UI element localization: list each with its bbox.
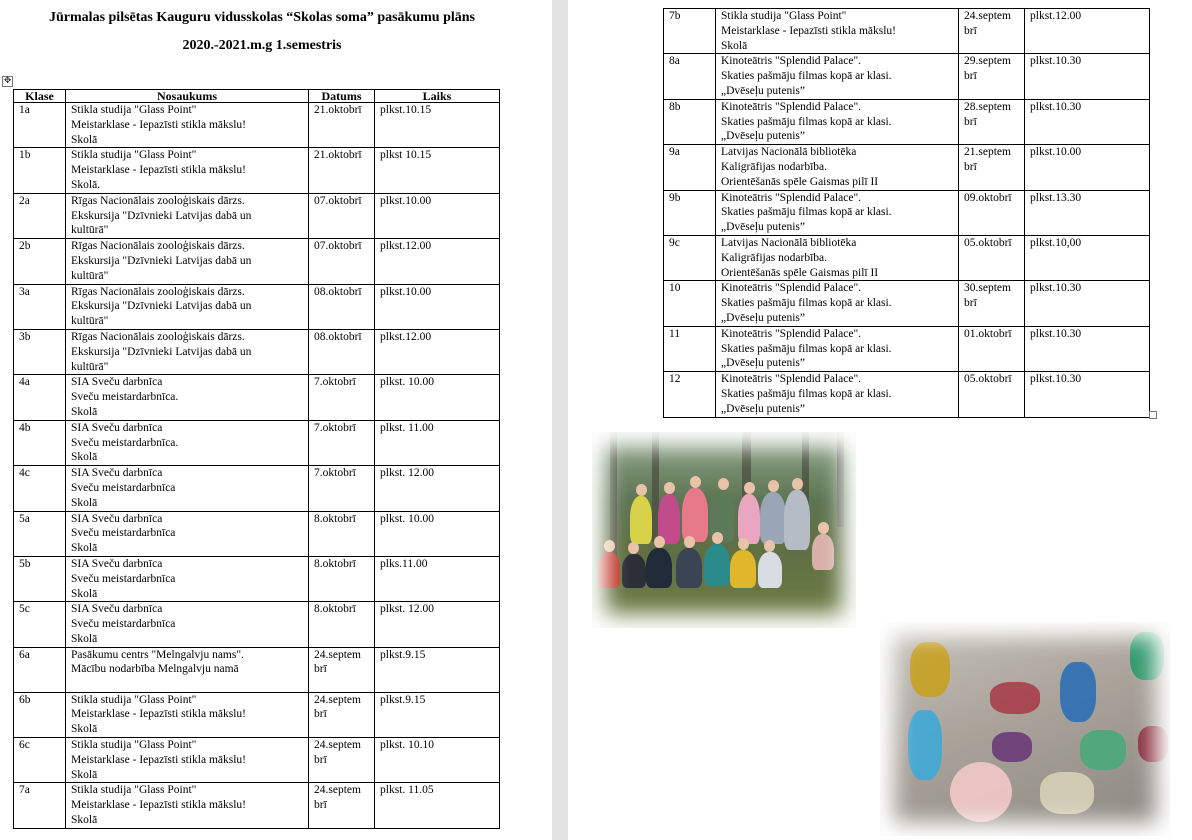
- cell-nosaukums[interactable]: [66, 647, 309, 692]
- cell-klase[interactable]: [14, 783, 66, 828]
- cell-klase[interactable]: [14, 329, 66, 374]
- cell-laiks-line: plkst.10.30: [1030, 327, 1082, 340]
- cell-nosaukums[interactable]: [66, 602, 309, 647]
- cell-laiks[interactable]: [1025, 9, 1150, 54]
- cell-klase[interactable]: [664, 54, 716, 99]
- cell-nosaukums-line: Kaligrāfijas nodarbība.: [721, 251, 828, 264]
- cell-datums-line: brī: [314, 753, 327, 766]
- cell-datums-line: 24.septem: [314, 739, 361, 752]
- cell-datums[interactable]: [309, 466, 375, 511]
- cell-klase[interactable]: [14, 466, 66, 511]
- cell-datums[interactable]: [309, 375, 375, 420]
- cell-nosaukums-line: Ekskursija "Dzīvnieki Latvijas dabā un: [71, 345, 252, 358]
- cell-klase-line: 3a: [19, 285, 30, 298]
- cell-laiks-line: plkst.10.15: [380, 104, 432, 116]
- cell-datums[interactable]: [309, 103, 375, 148]
- move-arrows-icon[interactable]: ✥: [3, 76, 12, 86]
- cell-nosaukums-line: Skolā: [71, 814, 98, 827]
- cell-klase[interactable]: [14, 148, 66, 193]
- cell-nosaukums-line: kultūrā": [71, 315, 109, 328]
- cell-nosaukums-line: Rīgas Nacionālais zooloģiskais dārzs.: [71, 285, 245, 298]
- cell-nosaukums-line: Ekskursija "Dzīvnieki Latvijas dabā un: [71, 300, 252, 313]
- table-row: [14, 738, 500, 783]
- cell-laiks[interactable]: [375, 193, 500, 238]
- cell-klase-line: 4c: [19, 467, 30, 480]
- cell-laiks-line: plkst. 10.00: [380, 376, 434, 389]
- cell-nosaukums-line: Stikla studija "Glass Point": [71, 693, 197, 706]
- cell-nosaukums-line: Rīgas Nacionālais zooloģiskais dārzs.: [71, 330, 245, 343]
- cell-klase-line: 4b: [19, 421, 31, 434]
- cell-laiks[interactable]: [375, 692, 500, 737]
- cell-laiks[interactable]: [1025, 190, 1150, 235]
- cell-datums-line: 01.oktobrī: [964, 327, 1012, 340]
- cell-nosaukums-line: Kinoteātris "Splendid Palace".: [721, 100, 862, 113]
- cell-datums-line: 21.oktobrī: [314, 104, 362, 116]
- cell-nosaukums-line: Skaties pašmāju filmas kopā ar klasi.: [721, 342, 892, 355]
- cell-nosaukums-line: kultūrā": [71, 360, 109, 373]
- cell-datums[interactable]: [309, 148, 375, 193]
- cell-datums-line: 7.oktobrī: [314, 467, 356, 480]
- cell-datums-line: 30.septem: [964, 282, 1011, 295]
- cell-klase[interactable]: [14, 420, 66, 465]
- cell-laiks[interactable]: [375, 511, 500, 556]
- cell-nosaukums-line: Meistarklase - Iepazīsti stikla mākslu!: [71, 753, 247, 766]
- events-table-right: [663, 8, 1150, 418]
- cell-datums-line: 28.septem: [964, 100, 1011, 113]
- header-klase: Klase: [14, 90, 66, 103]
- cell-nosaukums-line: Kaligrāfijas nodarbība.: [721, 160, 828, 173]
- cell-nosaukums[interactable]: [66, 738, 309, 783]
- cell-datums[interactable]: [309, 692, 375, 737]
- header-laiks: Laiks: [375, 90, 500, 103]
- cell-nosaukums-line: „Dvēseļu putenis”: [721, 221, 805, 234]
- cell-datums[interactable]: [959, 9, 1025, 54]
- table-row: [14, 556, 500, 601]
- cell-klase[interactable]: [14, 738, 66, 783]
- cell-datums[interactable]: [959, 54, 1025, 99]
- cell-datums-line: 29.septem: [964, 55, 1011, 68]
- table-row: [14, 193, 500, 238]
- class-group-photo: [592, 432, 856, 628]
- cell-laiks[interactable]: [375, 148, 500, 193]
- cell-laiks[interactable]: [375, 284, 500, 329]
- table-row: [664, 281, 1150, 326]
- header-datums: Datums: [309, 90, 375, 103]
- table-row: [664, 54, 1150, 99]
- cell-nosaukums[interactable]: [66, 239, 309, 284]
- cell-nosaukums-line: Meistarklase - Iepazīsti stikla mākslu!: [71, 164, 247, 177]
- cell-nosaukums-line: Meistarklase - Iepazīsti stikla mākslu!: [721, 24, 897, 37]
- cell-datums[interactable]: [309, 420, 375, 465]
- cell-datums-line: 8.oktobrī: [314, 512, 356, 525]
- cell-klase-line: 6c: [19, 739, 30, 752]
- cell-nosaukums-line: kultūrā": [71, 269, 109, 282]
- cell-nosaukums-line: „Dvēseļu putenis”: [721, 402, 805, 415]
- cell-nosaukums-line: Kinoteātris "Splendid Palace".: [721, 327, 862, 340]
- cell-klase[interactable]: [664, 326, 716, 371]
- cell-datums-line: brī: [314, 799, 327, 812]
- cell-klase[interactable]: [14, 602, 66, 647]
- cell-klase-line: 5b: [19, 557, 31, 570]
- cell-klase[interactable]: [664, 9, 716, 54]
- cell-nosaukums[interactable]: [716, 145, 959, 190]
- cell-klase-line: 2b: [19, 240, 31, 253]
- cell-datums[interactable]: [309, 284, 375, 329]
- cell-datums-line: 7.oktobrī: [314, 421, 356, 434]
- table-row: [664, 235, 1150, 280]
- cell-nosaukums-line: „Dvēseļu putenis”: [721, 84, 805, 97]
- cell-datums[interactable]: [959, 190, 1025, 235]
- cell-nosaukums-line: Latvijas Nacionālā bibliotēka: [721, 146, 857, 159]
- cell-klase[interactable]: [14, 193, 66, 238]
- cell-nosaukums-line: Stikla studija "Glass Point": [721, 10, 847, 22]
- cell-laiks-line: plkst. 10.00: [380, 512, 434, 525]
- cell-klase-line: 3b: [19, 330, 31, 343]
- cell-nosaukums[interactable]: [66, 692, 309, 737]
- table-row: [14, 783, 500, 828]
- cell-klase[interactable]: [14, 375, 66, 420]
- cell-nosaukums[interactable]: [716, 326, 959, 371]
- cell-laiks[interactable]: [375, 556, 500, 601]
- cell-klase-line: 8a: [669, 55, 680, 68]
- cell-laiks-line: plkst.12.00: [380, 240, 432, 253]
- cell-datums-line: 21.oktobrī: [314, 149, 362, 162]
- cell-nosaukums-line: Skolā: [71, 405, 98, 418]
- cell-laiks[interactable]: [375, 375, 500, 420]
- table-row: [664, 99, 1150, 144]
- cell-nosaukums-line: „Dvēseļu putenis”: [721, 130, 805, 143]
- cell-laiks[interactable]: [375, 602, 500, 647]
- cell-nosaukums-line: Sveču meistardarbnīca.: [71, 391, 179, 404]
- cell-laiks[interactable]: [375, 466, 500, 511]
- cell-laiks-line: plkst. 12.00: [380, 467, 434, 480]
- cell-laiks-line: plkst.10.30: [1030, 282, 1082, 295]
- cell-laiks-line: plkst.10.30: [1030, 373, 1082, 386]
- cell-nosaukums-line: Orientēšanās spēle Gaismas pilī II: [721, 266, 879, 279]
- cell-laiks-line: plkst. 11.00: [380, 421, 434, 434]
- cell-nosaukums-line: Stikla studija "Glass Point": [71, 104, 197, 116]
- cell-nosaukums-line: Skolā.: [71, 178, 101, 191]
- cell-klase-line: 9b: [669, 191, 681, 204]
- cell-laiks-line: plkst.13.30: [1030, 191, 1082, 204]
- cell-klase[interactable]: [664, 235, 716, 280]
- cell-datums-line: brī: [964, 297, 977, 310]
- table-row: [664, 9, 1150, 54]
- cell-nosaukums[interactable]: [716, 235, 959, 280]
- cell-datums-line: 08.oktobrī: [314, 330, 362, 343]
- cell-nosaukums-line: Kinoteātris "Splendid Palace".: [721, 282, 862, 295]
- cell-nosaukums-line: Orientēšanās spēle Gaismas pilī II: [721, 175, 879, 188]
- cell-nosaukums-line: SIA Sveču darbnīca: [71, 557, 163, 570]
- cell-nosaukums-line: Latvijas Nacionālā bibliotēka: [721, 236, 857, 249]
- cell-klase[interactable]: [14, 239, 66, 284]
- cell-nosaukums[interactable]: [66, 329, 309, 374]
- cell-nosaukums-line: Skolā: [71, 542, 98, 555]
- cell-laiks-line: plkst.10.00: [380, 285, 432, 298]
- table-row: [14, 511, 500, 556]
- cell-nosaukums-line: SIA Sveču darbnīca: [71, 421, 163, 434]
- table-row: [14, 647, 500, 692]
- document-title: Jūrmalas pilsētas Kauguru vidusskolas “Skolas soma” pasākumu plāns: [49, 10, 475, 25]
- cell-laiks-line: plkst.9.15: [380, 648, 426, 661]
- cell-nosaukums[interactable]: [66, 148, 309, 193]
- cell-nosaukums-line: „Dvēseļu putenis”: [721, 311, 805, 324]
- cell-nosaukums-line: Meistarklase - Iepazīsti stikla mākslu!: [71, 118, 247, 131]
- table-row: [14, 466, 500, 511]
- cell-datums-line: 24.septem: [964, 10, 1011, 22]
- cell-klase-line: 4a: [19, 376, 30, 389]
- cell-nosaukums[interactable]: [66, 420, 309, 465]
- cell-datums[interactable]: [309, 193, 375, 238]
- cell-laiks[interactable]: [1025, 326, 1150, 371]
- cell-nosaukums-line: Skolā: [71, 632, 98, 645]
- cell-klase-line: 1a: [19, 104, 30, 116]
- cell-nosaukums-line: Stikla studija "Glass Point": [71, 149, 197, 162]
- cell-klase[interactable]: [664, 190, 716, 235]
- cell-nosaukums[interactable]: [66, 466, 309, 511]
- cell-datums[interactable]: [959, 281, 1025, 326]
- cell-nosaukums-line: Kinoteātris "Splendid Palace".: [721, 373, 862, 386]
- cell-laiks[interactable]: [375, 103, 500, 148]
- cell-datums-line: 08.oktobrī: [314, 285, 362, 298]
- cell-datums[interactable]: [309, 239, 375, 284]
- cell-nosaukums-line: Skolā: [71, 496, 98, 509]
- cell-klase[interactable]: [14, 692, 66, 737]
- cell-nosaukums-line: „Dvēseļu putenis”: [721, 357, 805, 370]
- table-row: [14, 420, 500, 465]
- cell-laiks[interactable]: [1025, 281, 1150, 326]
- cell-nosaukums-line: Sveču meistardarbnīca: [71, 481, 176, 494]
- cell-datums-line: brī: [964, 24, 977, 37]
- cell-nosaukums[interactable]: [716, 190, 959, 235]
- cell-datums-line: brī: [964, 70, 977, 83]
- cell-laiks[interactable]: [375, 647, 500, 692]
- cell-nosaukums-line: Meistarklase - Iepazīsti stikla mākslu!: [71, 708, 247, 721]
- cell-datums-line: 24.septem: [314, 784, 361, 797]
- cell-laiks[interactable]: [1025, 372, 1150, 417]
- cell-laiks-line: plkst. 11.05: [380, 784, 434, 797]
- cell-klase[interactable]: [14, 284, 66, 329]
- cell-klase-line: 6b: [19, 693, 31, 706]
- cell-datums-line: 24.septem: [314, 693, 361, 706]
- cell-nosaukums-line: Skolā: [721, 39, 748, 52]
- cell-nosaukums[interactable]: [716, 99, 959, 144]
- cell-klase-line: 10: [669, 282, 681, 295]
- table-row: [14, 284, 500, 329]
- table-row: [664, 190, 1150, 235]
- cell-nosaukums[interactable]: [66, 783, 309, 828]
- candles-photo: [880, 622, 1170, 836]
- cell-laiks[interactable]: [375, 738, 500, 783]
- cell-nosaukums-line: Skolā: [71, 451, 98, 464]
- cell-nosaukums-line: Ekskursija "Dzīvnieki Latvijas dabā un: [71, 254, 252, 267]
- cell-nosaukums[interactable]: [716, 9, 959, 54]
- cell-klase-line: 11: [669, 327, 681, 340]
- cell-datums-line: brī: [964, 115, 977, 128]
- cell-nosaukums[interactable]: [716, 281, 959, 326]
- cell-nosaukums-line: SIA Sveču darbnīca: [71, 512, 163, 525]
- cell-klase[interactable]: [14, 647, 66, 692]
- cell-datums[interactable]: [309, 783, 375, 828]
- resize-square-icon[interactable]: [1149, 411, 1157, 419]
- cell-nosaukums-line: SIA Sveču darbnīca: [71, 603, 163, 616]
- cell-klase-line: 5c: [19, 603, 30, 616]
- cell-nosaukums-line: Skolā: [71, 133, 98, 146]
- cell-klase[interactable]: [14, 103, 66, 148]
- cell-klase[interactable]: [664, 372, 716, 417]
- cell-nosaukums[interactable]: [66, 103, 309, 148]
- cell-klase[interactable]: [664, 99, 716, 144]
- cell-laiks-line: plkst 10.15: [380, 149, 432, 162]
- cell-nosaukums-line: Sveču meistardarbnīca: [71, 572, 176, 585]
- cell-datums-line: 8.oktobrī: [314, 603, 356, 616]
- cell-datums[interactable]: [959, 326, 1025, 371]
- cell-nosaukums-line: Sveču meistardarbnīca: [71, 618, 176, 631]
- cell-klase-line: 9a: [669, 146, 680, 159]
- table-row: [14, 692, 500, 737]
- cell-klase[interactable]: [664, 281, 716, 326]
- cell-nosaukums[interactable]: [66, 375, 309, 420]
- cell-nosaukums-line: Mācību nodarbība Melngalvju namā: [71, 663, 239, 676]
- cell-klase-line: 8b: [669, 100, 681, 113]
- cell-datums-line: 09.oktobrī: [964, 191, 1012, 204]
- cell-nosaukums-line: Skolā: [71, 723, 98, 736]
- cell-datums[interactable]: [959, 145, 1025, 190]
- cell-nosaukums-line: Rīgas Nacionālais zooloģiskais dārzs.: [71, 240, 245, 253]
- table-row: [664, 372, 1150, 417]
- cell-nosaukums-line: Kinoteātris "Splendid Palace".: [721, 55, 862, 68]
- cell-nosaukums-line: Rīgas Nacionālais zooloģiskais dārzs.: [71, 194, 245, 207]
- cell-klase-line: 2a: [19, 194, 30, 207]
- cell-datums-line: brī: [314, 708, 327, 721]
- cell-laiks-line: plkst. 10.10: [380, 739, 434, 752]
- cell-datums-line: 07.oktobrī: [314, 240, 362, 253]
- table-row: [664, 145, 1150, 190]
- cell-laiks-line: plks.11.00: [380, 557, 428, 570]
- cell-nosaukums-line: SIA Sveču darbnīca: [71, 467, 163, 480]
- cell-klase-line: 1b: [19, 149, 31, 162]
- cell-laiks-line: plkst.10.30: [1030, 55, 1082, 68]
- document-page-left: [0, 0, 552, 840]
- cell-nosaukums[interactable]: [716, 54, 959, 99]
- cell-laiks-line: plkst.9.15: [380, 693, 426, 706]
- cell-datums[interactable]: [309, 511, 375, 556]
- cell-klase-line: 9c: [669, 236, 680, 249]
- cell-datums[interactable]: [309, 556, 375, 601]
- table-row: [14, 103, 500, 148]
- cell-laiks-line: plkst.12.00: [380, 330, 432, 343]
- cell-klase-line: 5a: [19, 512, 30, 525]
- cell-datums[interactable]: [309, 738, 375, 783]
- cell-datums-line: 8.oktobrī: [314, 557, 356, 570]
- cell-nosaukums-line: SIA Sveču darbnīca: [71, 376, 163, 389]
- cell-nosaukums-line: Skaties pašmāju filmas kopā ar klasi.: [721, 297, 892, 310]
- cell-nosaukums[interactable]: [716, 372, 959, 417]
- cell-laiks-line: plkst.10,00: [1030, 236, 1082, 249]
- cell-nosaukums-line: Skolā: [71, 587, 98, 600]
- cell-klase-line: 6a: [19, 648, 30, 661]
- cell-laiks[interactable]: [1025, 235, 1150, 280]
- cell-laiks[interactable]: [375, 239, 500, 284]
- cell-nosaukums-line: Skaties pašmāju filmas kopā ar klasi.: [721, 387, 892, 400]
- cell-nosaukums[interactable]: [66, 284, 309, 329]
- cell-laiks-line: plkst. 12.00: [380, 603, 434, 616]
- cell-datums-line: 24.septem: [314, 648, 361, 661]
- cell-nosaukums-line: Skolā: [71, 768, 98, 781]
- table-row: [14, 148, 500, 193]
- document-page-right: [568, 0, 1192, 840]
- cell-nosaukums-line: Skaties pašmāju filmas kopā ar klasi.: [721, 115, 892, 128]
- cell-nosaukums-line: Stikla studija "Glass Point": [71, 739, 197, 752]
- cell-laiks-line: plkst.10.00: [380, 194, 432, 207]
- document-subtitle: 2020.-2021.m.g 1.semestris: [182, 38, 342, 53]
- table-row: [14, 239, 500, 284]
- cell-nosaukums-line: Stikla studija "Glass Point": [71, 784, 197, 797]
- cell-datums[interactable]: [959, 99, 1025, 144]
- cell-laiks[interactable]: [1025, 54, 1150, 99]
- cell-laiks[interactable]: [375, 420, 500, 465]
- cell-datums-line: 7.oktobrī: [314, 376, 356, 389]
- cell-datums[interactable]: [959, 235, 1025, 280]
- cell-datums-line: brī: [964, 160, 977, 173]
- cell-nosaukums-line: Sveču meistardarbnīca.: [71, 436, 179, 449]
- cell-datums[interactable]: [309, 602, 375, 647]
- table-header-row: [14, 90, 500, 103]
- cell-laiks[interactable]: [375, 783, 500, 828]
- cell-nosaukums-line: Pasākumu centrs "Melngalvju nams".: [71, 648, 244, 661]
- cell-klase[interactable]: [14, 511, 66, 556]
- cell-datums[interactable]: [309, 329, 375, 374]
- cell-nosaukums-line: Meistarklase - Iepazīsti stikla mākslu!: [71, 799, 247, 812]
- cell-laiks[interactable]: [1025, 145, 1150, 190]
- cell-nosaukums-line: Kinoteātris "Splendid Palace".: [721, 191, 862, 204]
- cell-klase-line: 12: [669, 373, 681, 386]
- cell-nosaukums-line: kultūrā": [71, 224, 109, 237]
- table-row: [14, 375, 500, 420]
- cell-datums-line: 05.oktobrī: [964, 236, 1012, 249]
- events-table-left: [13, 89, 500, 829]
- cell-klase[interactable]: [664, 145, 716, 190]
- cell-datums[interactable]: [309, 647, 375, 692]
- cell-laiks-line: plkst.12.00: [1030, 10, 1082, 22]
- cell-laiks-line: plkst.10.30: [1030, 100, 1082, 113]
- cell-laiks[interactable]: [1025, 99, 1150, 144]
- header-nosaukums: Nosaukums: [66, 90, 309, 103]
- cell-nosaukums-line: Sveču meistardarbnīca: [71, 527, 176, 540]
- cell-laiks-line: plkst.10.00: [1030, 146, 1082, 159]
- cell-nosaukums[interactable]: [66, 193, 309, 238]
- cell-datums-line: 07.oktobrī: [314, 194, 362, 207]
- cell-nosaukums-line: Skaties pašmāju filmas kopā ar klasi.: [721, 206, 892, 219]
- cell-datums-line: 05.oktobrī: [964, 373, 1012, 386]
- cell-nosaukums-line: Ekskursija "Dzīvnieki Latvijas dabā un: [71, 209, 252, 222]
- cell-datums-line: 21.septem: [964, 146, 1011, 159]
- table-row: [14, 602, 500, 647]
- cell-klase-line: 7a: [19, 784, 30, 797]
- cell-nosaukums[interactable]: [66, 556, 309, 601]
- cell-nosaukums[interactable]: [66, 511, 309, 556]
- table-row: [14, 329, 500, 374]
- cell-datums[interactable]: [959, 372, 1025, 417]
- cell-klase[interactable]: [14, 556, 66, 601]
- cell-laiks[interactable]: [375, 329, 500, 374]
- cell-klase-line: 7b: [669, 10, 681, 22]
- cell-nosaukums-line: Skaties pašmāju filmas kopā ar klasi.: [721, 70, 892, 83]
- table-row: [664, 326, 1150, 371]
- cell-datums-line: brī: [314, 663, 327, 676]
